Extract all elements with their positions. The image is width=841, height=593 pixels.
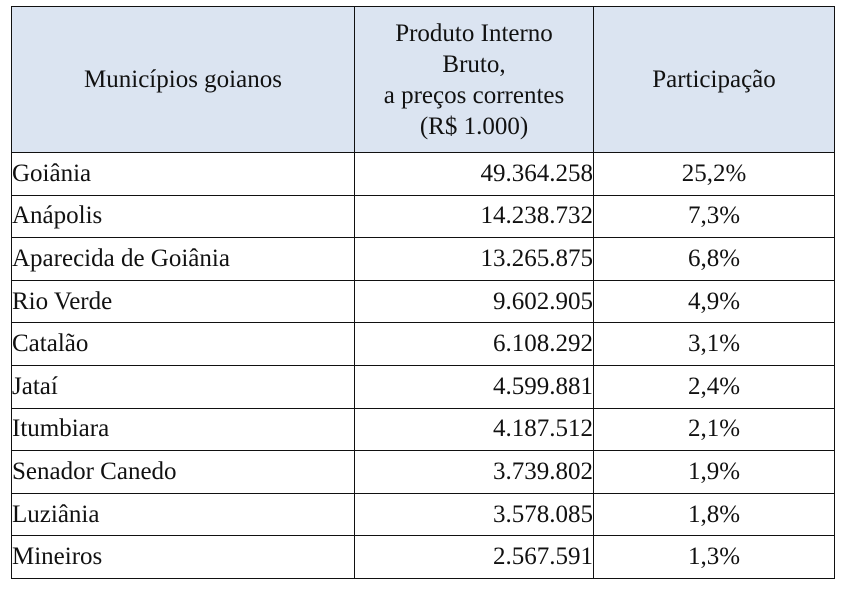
table-header: [12, 7, 835, 153]
table-row: [12, 408, 835, 451]
header-row: [12, 7, 835, 153]
cell-participacao: 7,3%: [594, 195, 835, 238]
header-pib-line: (R$ 1.000): [419, 112, 529, 140]
cell-pib: 3.578.085: [355, 493, 594, 536]
cell-pib: 2.567.591: [355, 536, 594, 579]
table-row: [12, 280, 835, 323]
cell-participacao: 6,8%: [594, 238, 835, 281]
cell-municipio: Mineiros: [12, 536, 355, 579]
cell-pib: 49.364.258: [355, 153, 594, 196]
header-pib-line: Produto Interno: [395, 19, 553, 47]
table-row: [12, 153, 835, 196]
cell-municipio: Itumbiara: [12, 408, 355, 451]
cell-municipio: Rio Verde: [12, 280, 355, 323]
table-row: [12, 536, 835, 579]
header-participacao: Participação: [594, 7, 835, 153]
cell-pib: 13.265.875: [355, 238, 594, 281]
header-municipios: Municípios goianos: [12, 7, 355, 153]
cell-participacao: 25,2%: [594, 153, 835, 196]
cell-pib: 4.599.881: [355, 365, 594, 408]
cell-municipio: Aparecida de Goiânia: [12, 238, 355, 281]
table-row: [12, 195, 835, 238]
cell-municipio: Catalão: [12, 323, 355, 366]
header-pib-line: Bruto,: [442, 50, 506, 78]
cell-participacao: 1,9%: [594, 451, 835, 494]
cell-pib: 6.108.292: [355, 323, 594, 366]
cell-pib: 14.238.732: [355, 195, 594, 238]
cell-pib: 4.187.512: [355, 408, 594, 451]
cell-participacao: 1,8%: [594, 493, 835, 536]
cell-participacao: 2,4%: [594, 365, 835, 408]
header-pib-line: a preços correntes: [383, 81, 565, 109]
cell-municipio: Jataí: [12, 365, 355, 408]
cell-municipio: Senador Canedo: [12, 451, 355, 494]
table-row: [12, 323, 835, 366]
cell-participacao: 2,1%: [594, 408, 835, 451]
table-row: [12, 493, 835, 536]
cell-municipio: Luziânia: [12, 493, 355, 536]
cell-participacao: 4,9%: [594, 280, 835, 323]
cell-participacao: 1,3%: [594, 536, 835, 579]
table-row: [12, 365, 835, 408]
pib-table: [11, 6, 835, 579]
cell-municipio: Anápolis: [12, 195, 355, 238]
cell-municipio: Goiânia: [12, 153, 355, 196]
table-body: [12, 153, 835, 579]
table-row: [12, 451, 835, 494]
cell-pib: 3.739.802: [355, 451, 594, 494]
table-row: [12, 238, 835, 281]
header-pib: [355, 7, 594, 153]
cell-participacao: 3,1%: [594, 323, 835, 366]
cell-pib: 9.602.905: [355, 280, 594, 323]
